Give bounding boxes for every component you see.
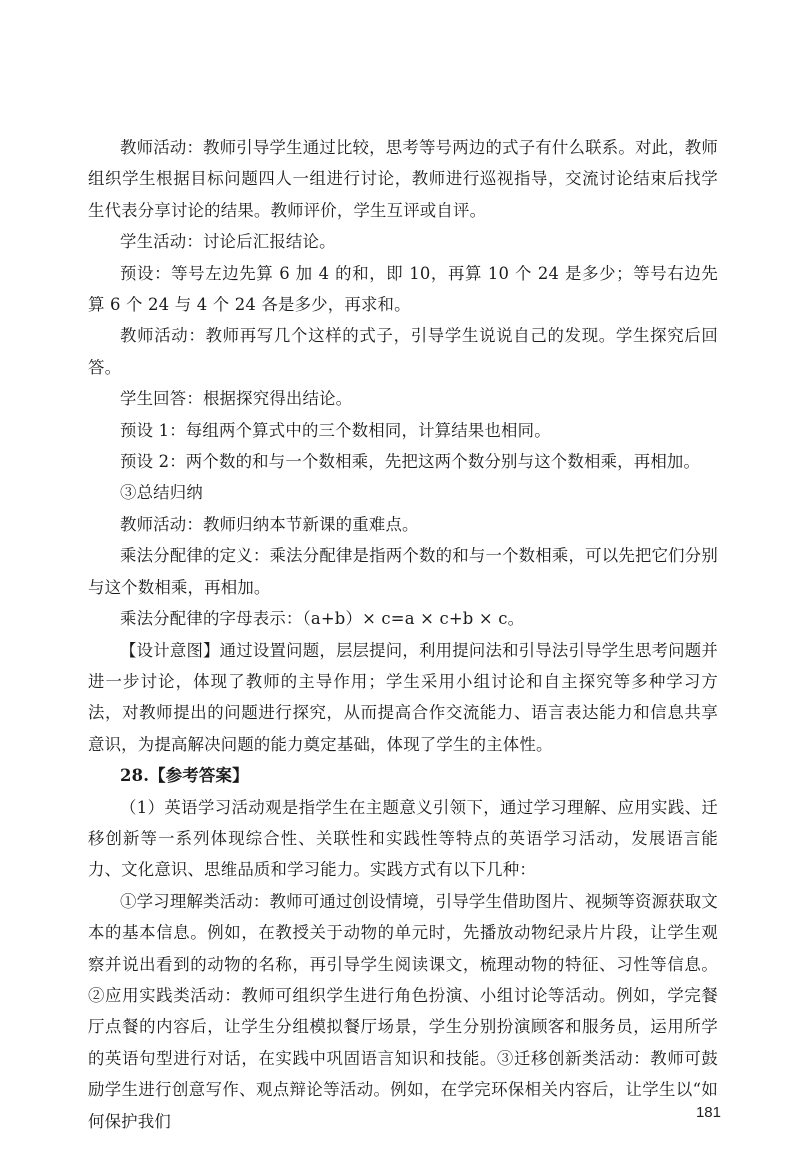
page-number: 181 xyxy=(695,1104,721,1121)
paragraph-distributive-formula: 乘法分配律的字母表示：（a+b）× c=a × c+b × c。 xyxy=(120,609,525,629)
paragraph-preset-1: 预设 1：每组两个算式中的三个数相同，计算结果也相同。 xyxy=(120,420,551,440)
paragraph-student-answer: 学生回答：根据探究得出结论。 xyxy=(120,389,353,409)
paragraph-preset: 预设：等号左边先算 6 加 4 的和，即 10，再算 10 个 24 是多少；等号右边先算 6 个 24 与 4 个 24 各是多少，再求和。 xyxy=(88,263,718,315)
question-28-answer-heading: 28.【参考答案】 xyxy=(120,766,249,786)
paragraph-design-intent: 【设计意图】通过设置问题，层层提问，利用提问法和引导法引导学生思考问题并进一步讨论，体现了教师的主导作用；学生采用小组讨论和自主探究等多种学习方法，对教师提出的问题进行探究，从而提高合作交流能力、语言表达能力和信息共享意识，为提高解决问题的能力奠定基础，体现了学生的主体性。 xyxy=(88,640,718,754)
paragraph-teacher-activity-compare: 教师活动：教师引导学生通过比较，思考等号两边的式子有什么联系。对此，教师组织学生根据目标问题四人一组进行讨论，教师进行巡视指导，交流讨论结束后找学生代表分享讨论的结果。教师评价，学生互评或自评。 xyxy=(88,138,718,220)
paragraph-teacher-activity-more: 教师活动：教师再写几个这样的式子，引导学生说说自己的发现。学生探究后回答。 xyxy=(88,326,718,377)
page-body xyxy=(88,132,718,1137)
paragraph-preset-2: 预设 2：两个数的和与一个数相乘，先把这两个数分别与这个数相乘，再相加。 xyxy=(120,452,701,472)
paragraph-teacher-summary: 教师活动：教师归纳本节新课的重难点。 xyxy=(120,514,419,534)
paragraph-student-activity: 学生活动：讨论后汇报结论。 xyxy=(120,232,336,252)
paragraph-activity-types: ①学习理解类活动：教师可通过创设情境，引导学生借助图片、视频等资源获取文本的基本信息。例如，在教授关于动物的单元时，先播放动物纪录片片段，让学生观察并说出看到的动物的名称，再引导学生阅读课文，梳理动物的特征、习性等信息。②应用实践类活动：教师可组织学生进行角色扮演、小组讨论等活动。例如，学完餐厅点餐的内容后，让学生分组模拟餐厅场景，学生分别扮演顾客和服务员，运用所学的英语句型进行对话，在实践中巩固语言知识和技能。③迁移创新类活动：教师可鼓励学生进行创意写作、观点辩论等活动。例如，在学完环保相关内容后，让学生以“如何保护我们 xyxy=(88,891,718,1131)
paragraph-summary-heading: ③总结归纳 xyxy=(120,483,203,503)
paragraph-distributive-definition: 乘法分配律的定义：乘法分配律是指两个数的和与一个数相乘，可以先把它们分别与这个数相乘，再相加。 xyxy=(88,546,718,597)
paragraph-english-activity-view: （1）英语学习活动观是指学生在主题意义引领下，通过学习理解、应用实践、迁移创新等一系列体现综合性、关联性和实践性等特点的英语学习活动，发展语言能力、文化意识、思维品质和学习能力。实践方式有以下几种： xyxy=(88,797,718,880)
